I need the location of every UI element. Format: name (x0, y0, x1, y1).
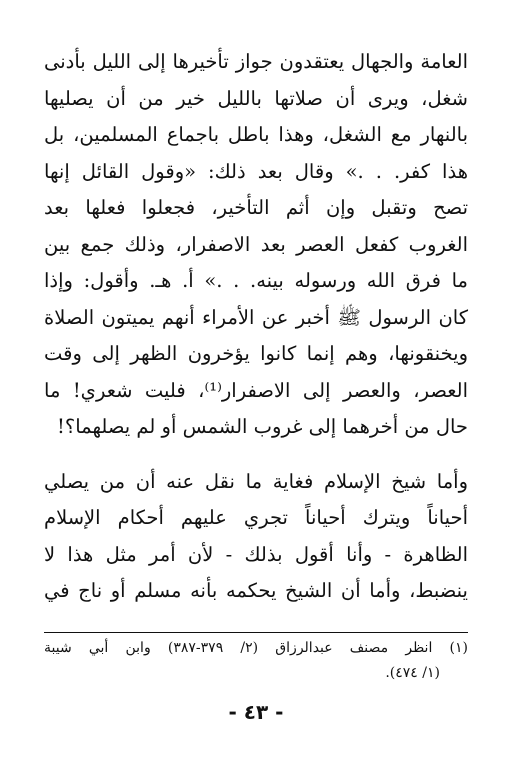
text-line: تصح وتقبل وإن أثم التأخير، فجعلوا فعلها بعد (44, 196, 468, 219)
main-text (44, 44, 468, 610)
text-line: العصر، والعصر إلى الاصفرار⁽¹⁾، فليت شعري! ما (44, 378, 469, 402)
text-line: وأما شيخ الإسلام فغاية ما نقل عنه أن من يصلي (44, 469, 468, 493)
page-number: - ٤٣ - (228, 700, 284, 724)
text-line: ما فرق الله ورسوله بينه. . .» أ. هـ. وأقول: وإذا (44, 269, 468, 292)
footnote-line: (١/ ٤٧٤). (385, 665, 440, 681)
text-line: الظاهرة - وأنا أقول بذلك - لأن أمر مثل هذا لا (44, 542, 468, 566)
text-line: شغل، ويرى أن صلاتها بالليل خير من أن يصليها (44, 86, 468, 110)
text-line: ينضبط، وأما أن الشيخ يحكمه بأنه مسلم أو ناج في (44, 579, 468, 602)
paragraph-gap (44, 446, 468, 464)
footnote-line: (١) انظر مصنف عبدالرزاق (٢/ ٣٧٩-٣٨٧) وابن أبي شيبة (44, 640, 468, 656)
text-line: العامة والجهال يعتقدون جواز تأخيرها إلى الليل بأدنى (44, 50, 468, 73)
footnotes (44, 636, 468, 686)
text-line: حال من أخرهما إلى غروب الشمس أو لم يصلهما؟! (57, 415, 468, 438)
paragraph-1 (44, 44, 468, 446)
text-line: هذا كفر. . .» وقال بعد ذلك: «وقول القائل إنها (44, 159, 468, 183)
text-line: كان الرسول ﷺ أخبر عن الأمراء أنهم يميتون الصلاة (44, 305, 468, 329)
text-line: ويخنقونها، وهم إنما كانوا يؤخرون الظهر إلى وقت (44, 342, 468, 365)
text-line: الغروب كفعل العصر بعد الاصفرار، وذلك جمع بين (44, 232, 468, 256)
footnote-separator (44, 632, 468, 633)
paragraph-2 (44, 464, 468, 610)
text-line: أحياناً ويترك أحياناً تجري عليهم أحكام الإسلام (44, 506, 468, 529)
text-line: بالنهار مع الشغل، وهذا باطل باجماع المسلمين، بل (44, 123, 468, 146)
